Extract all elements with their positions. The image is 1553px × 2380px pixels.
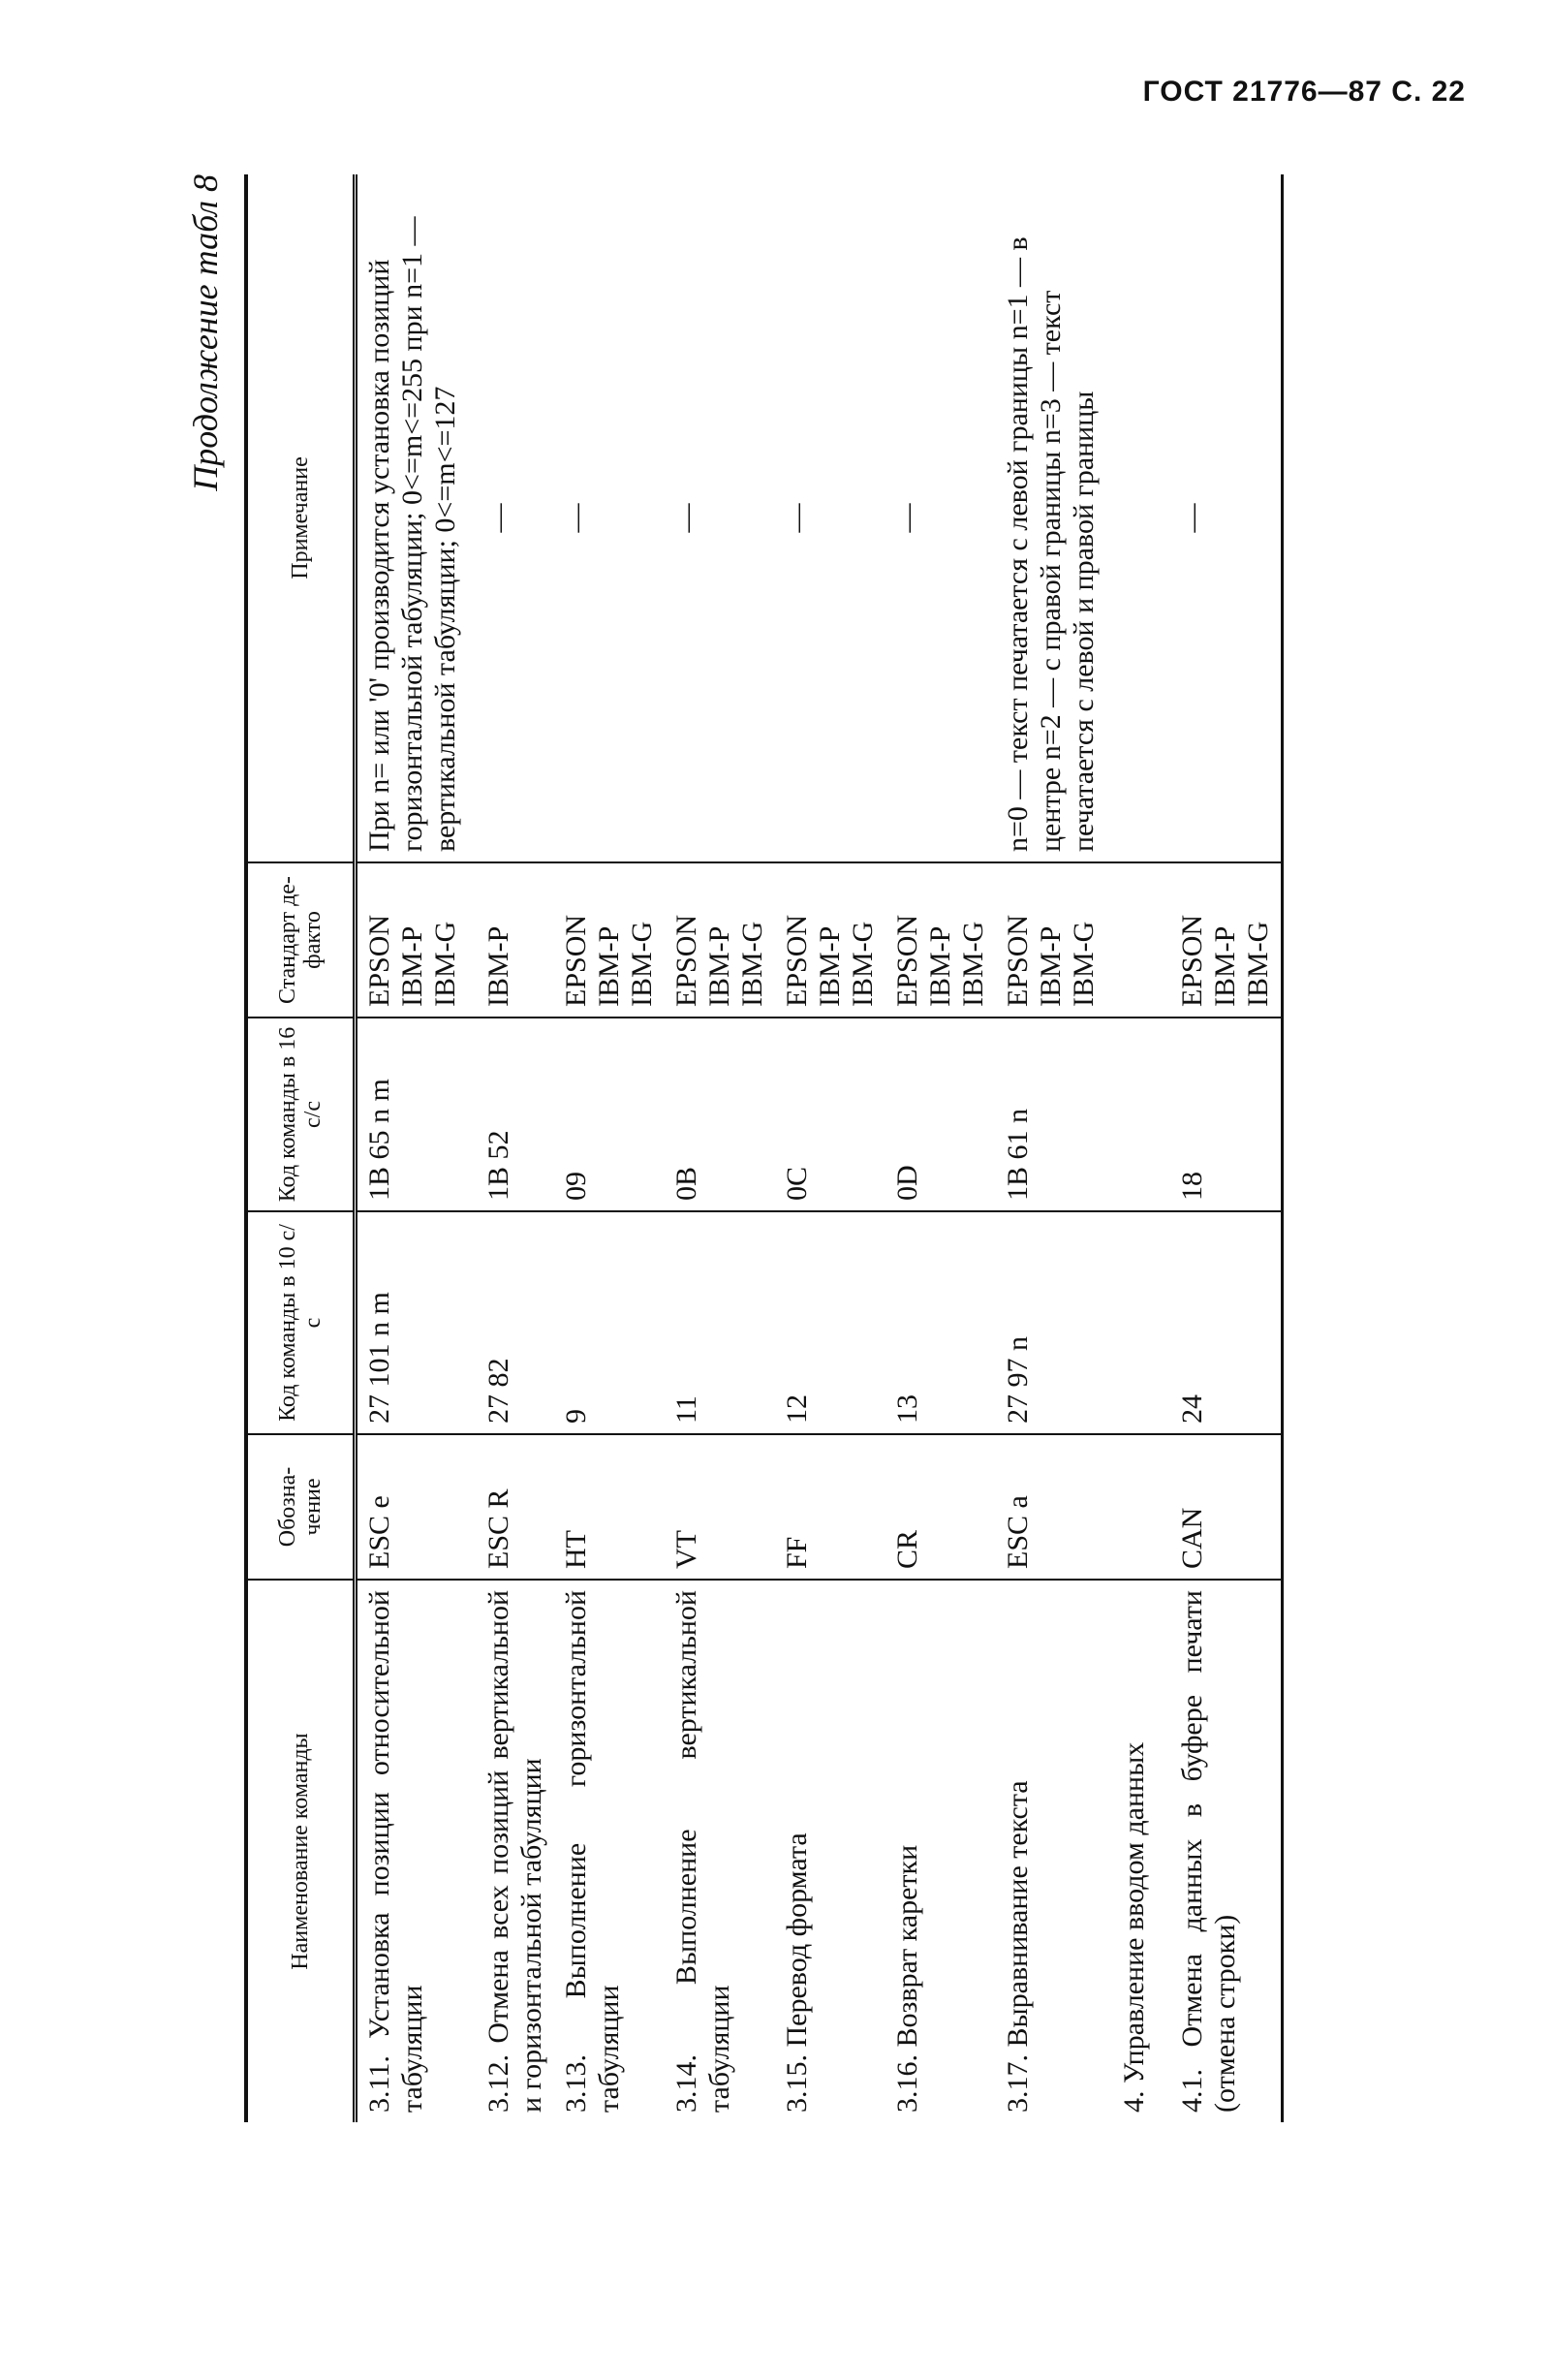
- command-standard: IBM-P: [477, 862, 554, 1018]
- column-header-dec: Код команды в 10 с/с: [246, 1211, 356, 1434]
- command-hex: 1B 61 n: [996, 1018, 1112, 1211]
- command-dec: 27 101 n m: [356, 1211, 477, 1434]
- command-hex: 18: [1170, 1018, 1283, 1211]
- command-note: n=0 — текст печатается с левой границы n=1 — в центре n=2 — с правой границы n=3 — текст печатается с левой и правой границы: [1001, 236, 1100, 852]
- command-standard: EPSON IBM-P IBM-G: [1170, 862, 1283, 1018]
- command-dec: 12: [775, 1211, 885, 1434]
- column-header-name: Наименование команды: [246, 1580, 356, 2122]
- command-symbol: HT: [554, 1434, 665, 1580]
- command-dec: 27 82: [477, 1211, 554, 1434]
- command-note: —: [559, 503, 592, 533]
- command-name: 4. Управление вводом данных: [1112, 1580, 1170, 2122]
- command-hex: 0B: [665, 1018, 775, 1211]
- command-note: —: [669, 503, 702, 533]
- command-note: —: [1175, 503, 1208, 533]
- command-dec: 27 97 n: [996, 1211, 1112, 1434]
- command-name: 3.12. Отмена всех позиций вертикальной и горизонтальной табуляции: [477, 1580, 554, 2122]
- command-standard: EPSON IBM-P IBM-G: [665, 862, 775, 1018]
- command-symbol: ESC a: [996, 1434, 1112, 1580]
- command-symbol: VT: [665, 1434, 775, 1580]
- table-row: [554, 174, 665, 2122]
- command-name: 3.16. Возврат каретки: [885, 1580, 996, 2122]
- command-note: [1112, 174, 1170, 862]
- column-header-note: Примечание: [246, 174, 356, 862]
- command-symbol: [1112, 1434, 1170, 1580]
- command-standard: [1112, 862, 1170, 1018]
- command-standard: EPSON IBM-P IBM-G: [885, 862, 996, 1018]
- page-header: ГОСТ 21776—87 С. 22: [1142, 76, 1466, 108]
- command-hex: 1B 52: [477, 1018, 554, 1211]
- command-standard: EPSON IBM-P IBM-G: [554, 862, 665, 1018]
- table-row: [477, 174, 554, 2122]
- column-header-hex: Код команды в 16 с/с: [246, 1018, 356, 1211]
- command-hex: 1B 65 n m: [356, 1018, 477, 1211]
- command-dec: 9: [554, 1211, 665, 1434]
- command-name: 3.15. Перевод формата: [775, 1580, 885, 2122]
- command-standard: EPSON IBM-P IBM-G: [996, 862, 1112, 1018]
- command-symbol: CAN: [1170, 1434, 1283, 1580]
- table-row: [885, 174, 996, 2122]
- command-dec: [1112, 1211, 1170, 1434]
- command-note: —: [780, 503, 813, 533]
- command-dec: 24: [1170, 1211, 1283, 1434]
- command-hex: 09: [554, 1018, 665, 1211]
- table-row: [1112, 174, 1170, 2122]
- command-symbol: ESC R: [477, 1434, 554, 1580]
- command-dec: 11: [665, 1211, 775, 1434]
- command-symbol: FF: [775, 1434, 885, 1580]
- command-name: 3.13. Выполнение горизонтальной табуляции: [554, 1580, 665, 2122]
- command-name: 3.11. Установка позиции относительной табуляции: [356, 1580, 477, 2122]
- table-row: [996, 174, 1112, 2122]
- column-header-standard: Стандарт де-факто: [246, 862, 356, 1018]
- table-row: [665, 174, 775, 2122]
- command-standard: EPSON IBM-P IBM-G: [775, 862, 885, 1018]
- column-header-symbol: Обозна-чение: [246, 1434, 356, 1580]
- command-hex: 0C: [775, 1018, 885, 1211]
- table-caption: Продолжение табл 8: [186, 174, 225, 491]
- command-note: —: [890, 503, 923, 533]
- table-row: [356, 174, 477, 2122]
- command-standard: EPSON IBM-P IBM-G: [356, 862, 477, 1018]
- command-symbol: CR: [885, 1434, 996, 1580]
- command-name: 3.14. Выполнение вертикальной табуляции: [665, 1580, 775, 2122]
- command-hex: [1112, 1018, 1170, 1211]
- command-symbol: ESC e: [356, 1434, 477, 1580]
- table-row: [1170, 174, 1283, 2122]
- command-note: При n= или '0' производится установка позиций горизонтальной табуляции; 0<=m<=255 при n=1 — вертикальной табуляции; 0<=m<=127: [363, 216, 461, 852]
- command-note: —: [481, 503, 514, 533]
- command-name: 4.1. Отмена данных в буфере печати (отмена строки): [1170, 1580, 1283, 2122]
- command-name: 3.17. Выравнивание текста: [996, 1580, 1112, 2122]
- table-header-row: [246, 174, 356, 2122]
- table-row: [775, 174, 885, 2122]
- command-hex: 0D: [885, 1018, 996, 1211]
- command-dec: 13: [885, 1211, 996, 1434]
- commands-table: [244, 174, 1284, 2122]
- rotated-table-area: [176, 174, 1387, 2122]
